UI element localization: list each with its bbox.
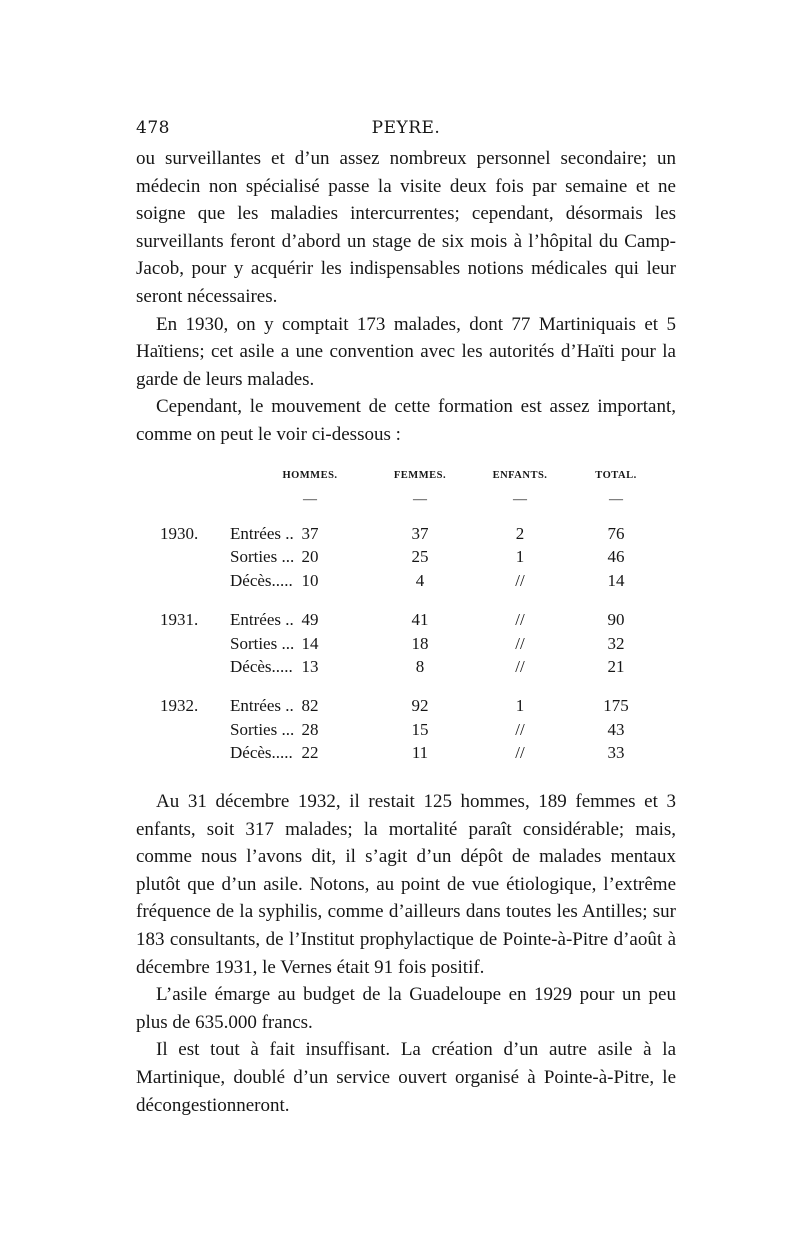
column-dash-row: [160, 492, 660, 516]
statistics-table: [160, 470, 660, 765]
table-row: [160, 545, 660, 568]
cell-hommes: 14: [301, 633, 319, 653]
row-label: Entrées ..: [230, 696, 294, 716]
cell-femmes: 8: [415, 656, 425, 676]
table-row: [160, 608, 660, 631]
cell-hommes: 13: [301, 656, 319, 676]
cell-total: 90: [607, 610, 625, 630]
year-group-1932: [160, 694, 660, 764]
table-row: [160, 632, 660, 655]
column-header-enfants: ENFANTS.: [492, 470, 548, 481]
cell-enfants: //: [515, 633, 525, 653]
cell-enfants: //: [515, 656, 525, 676]
column-header-total: TOTAL.: [595, 470, 637, 481]
paragraph: Il est tout à fait insuffisant. La création d’un autre asile à la Martinique, doublé d’un service ouvert organisé à Pointe-à-Pitre, le décongestionneront.: [136, 1039, 676, 1116]
cell-femmes: 11: [411, 743, 429, 763]
paragraph: Au 31 décembre 1932, il restait 125 hommes, 189 femmes et 3 enfants, soit 317 malades; la mortalité paraît considérable; mais, comme nous l’avons dit, il s’agit d’un dépôt de malades mentaux plutôt que d’un asile. Notons, au point de vue étiologique, l’extrême fréquence de la syphilis, comme d’ailleurs dans toutes les Antilles; sur 183 consultants, de l’Institut prophylactique de Pointe-à-Pitre d’août à décembre 1931, le Vernes était 91 fois positif.: [136, 791, 676, 978]
cell-total: 14: [607, 570, 625, 590]
cell-enfants: 1: [515, 547, 525, 567]
year-label: 1930.: [160, 524, 199, 543]
cell-total: 76: [607, 524, 625, 543]
cell-femmes: 15: [411, 719, 429, 739]
paragraph: En 1930, on y comptait 173 malades, dont 77 Martiniquais et 5 Haïtiens; cet asile a une convention avec les autorités d’Haïti pour la garde de leurs malades.: [136, 313, 676, 390]
table-row: [160, 655, 660, 678]
cell-femmes: 18: [411, 633, 429, 653]
cell-total: 175: [603, 696, 629, 716]
table-row: [160, 694, 660, 717]
table-row: [160, 569, 660, 592]
paragraph: ou surveillantes et d’un assez nombreux personnel secondaire; un médecin non spécialisé passe la visite deux fois par semaine et ne soigne que les maladies intercurrentes; cependant, désormais les surveillants feront d’abord un stage de six mois à l’hôpital du Camp-Jacob, pour y acquérir les indispensables notions médicales qui leur seront nécessaires.: [136, 148, 676, 307]
cell-enfants: //: [515, 743, 525, 763]
top-text-block: [136, 145, 676, 449]
cell-hommes: 37: [301, 524, 319, 543]
cell-femmes: 4: [415, 570, 425, 590]
cell-enfants: //: [515, 719, 525, 739]
column-dash: —: [609, 492, 623, 507]
column-dash: —: [513, 492, 527, 507]
cell-enfants: 1: [515, 696, 525, 716]
row-label: Entrées ..: [230, 610, 294, 630]
cell-hommes: 28: [301, 719, 319, 739]
cell-total: 33: [607, 743, 625, 763]
column-dash: —: [413, 492, 427, 507]
cell-femmes: 92: [411, 696, 429, 716]
cell-total: 46: [607, 547, 625, 567]
column-dash: —: [303, 492, 317, 507]
row-label: Entrées ..: [230, 524, 294, 543]
cell-hommes: 20: [301, 547, 319, 567]
cell-hommes: 10: [301, 570, 319, 590]
year-group-1930: [160, 522, 660, 592]
column-header-hommes: HOMMES.: [282, 470, 338, 481]
cell-enfants: //: [515, 570, 525, 590]
paragraph: Cependant, le mouvement de cette formation est assez important, comme on peut le voir ci-dessous :: [136, 396, 676, 445]
cell-hommes: 49: [301, 610, 319, 630]
table-row: [160, 522, 660, 545]
year-group-1931: [160, 608, 660, 678]
row-label: Décès.....: [230, 656, 293, 676]
running-head: PEYRE.: [371, 118, 441, 138]
cell-total: 32: [607, 633, 625, 653]
row-label: Décès.....: [230, 743, 293, 763]
cell-femmes: 41: [411, 610, 429, 630]
cell-total: 21: [607, 656, 625, 676]
cell-femmes: 25: [411, 547, 429, 567]
column-header-row: [160, 470, 660, 492]
column-header-femmes: FEMMES.: [393, 470, 447, 481]
row-label: Sorties ...: [230, 547, 295, 567]
row-label: Sorties ...: [230, 633, 295, 653]
page-number: 478: [136, 118, 170, 138]
cell-femmes: 37: [411, 524, 429, 543]
year-label: 1932.: [160, 696, 199, 716]
cell-total: 43: [607, 719, 625, 739]
cell-enfants: 2: [515, 524, 525, 543]
row-label: Décès.....: [230, 570, 293, 590]
row-label: Sorties ...: [230, 719, 295, 739]
cell-hommes: 22: [301, 743, 319, 763]
table-row: [160, 718, 660, 741]
bottom-text-block: [136, 788, 676, 1119]
page-header: [136, 118, 676, 142]
cell-enfants: //: [515, 610, 525, 630]
cell-hommes: 82: [301, 696, 319, 716]
paragraph: L’asile émarge au budget de la Guadeloupe en 1929 pour un peu plus de 635.000 francs.: [136, 984, 676, 1033]
table-row: [160, 741, 660, 764]
year-label: 1931.: [160, 610, 199, 630]
